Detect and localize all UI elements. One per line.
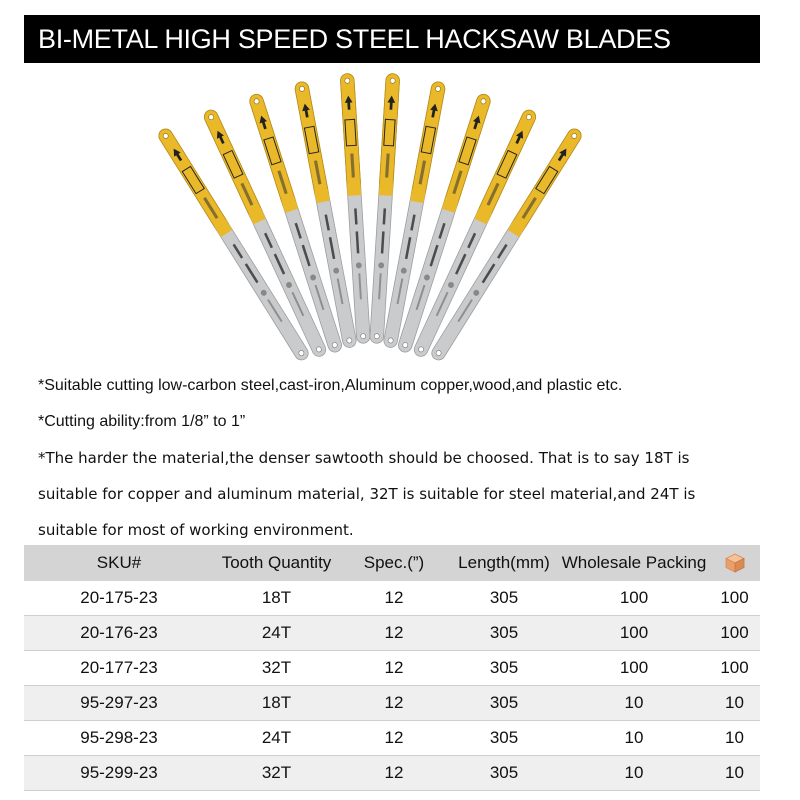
table-cell-sku: 20-177-23 — [24, 651, 214, 686]
note-cutting-ability: *Cutting ability:from 1/8” to 1” — [38, 413, 246, 430]
header-spec: Spec.(”) — [339, 545, 449, 581]
table-cell-wholesale: 10 — [559, 686, 709, 721]
table-cell-wholesale: 10 — [559, 721, 709, 756]
table-cell-length: 305 — [449, 756, 559, 791]
spec-table — [24, 545, 760, 791]
table-cell-length: 305 — [449, 616, 559, 651]
table-cell-tooth: 18T — [214, 686, 339, 721]
table-cell-box: 10 — [709, 686, 760, 721]
table-cell-wholesale: 100 — [559, 651, 709, 686]
table-row — [24, 756, 760, 791]
table-cell-tooth: 32T — [214, 756, 339, 791]
table-cell-sku: 20-176-23 — [24, 616, 214, 651]
table-cell-box: 10 — [709, 756, 760, 791]
header-box-packing — [709, 545, 760, 581]
table-cell-box: 10 — [709, 721, 760, 756]
header-tooth-quantity: Tooth Quantity — [214, 545, 339, 581]
page-title: BI-METAL HIGH SPEED STEEL HACKSAW BLADES — [24, 15, 760, 63]
table-cell-spec: 12 — [339, 756, 449, 791]
table-cell-tooth: 32T — [214, 651, 339, 686]
table-cell-sku: 95-299-23 — [24, 756, 214, 791]
note-materials: *Suitable cutting low-carbon steel,cast-iron,Aluminum copper,wood,and plastic etc. — [38, 377, 623, 394]
table-cell-spec: 12 — [339, 721, 449, 756]
hacksaw-blades-illustration — [140, 62, 600, 362]
table-cell-spec: 12 — [339, 616, 449, 651]
product-image — [140, 62, 600, 362]
table-cell-sku: 20-175-23 — [24, 581, 214, 616]
table-cell-wholesale: 100 — [559, 581, 709, 616]
table-cell-wholesale: 10 — [559, 756, 709, 791]
table-cell-sku: 95-298-23 — [24, 721, 214, 756]
table-body — [24, 581, 760, 791]
table-cell-sku: 95-297-23 — [24, 686, 214, 721]
header-sku: SKU# — [24, 545, 214, 581]
table-cell-box: 100 — [709, 651, 760, 686]
table-cell-box: 100 — [709, 581, 760, 616]
note-sawtooth-3: suitable for most of working environment. — [38, 521, 354, 539]
table-cell-tooth: 18T — [214, 581, 339, 616]
table-cell-length: 305 — [449, 721, 559, 756]
header-wholesale-packing: Wholesale Packing — [559, 545, 709, 581]
table-cell-spec: 12 — [339, 581, 449, 616]
table-cell-tooth: 24T — [214, 616, 339, 651]
table-header-row — [24, 545, 760, 581]
table-cell-tooth: 24T — [214, 721, 339, 756]
table-cell-spec: 12 — [339, 651, 449, 686]
table-cell-length: 305 — [449, 581, 559, 616]
table-cell-box: 100 — [709, 616, 760, 651]
table-row — [24, 616, 760, 651]
table-row — [24, 581, 760, 616]
note-sawtooth-2: suitable for copper and aluminum material, 32T is suitable for steel material,and 24T is — [38, 485, 696, 503]
table-cell-length: 305 — [449, 686, 559, 721]
table-cell-spec: 12 — [339, 686, 449, 721]
table-row — [24, 686, 760, 721]
box-icon — [724, 552, 746, 574]
header-length: Length(mm) — [449, 545, 559, 581]
table-row — [24, 651, 760, 686]
product-notes — [38, 368, 778, 548]
table-cell-wholesale: 100 — [559, 616, 709, 651]
note-sawtooth-1: *The harder the material,the denser sawtooth should be choosed. That is to say 18T is — [38, 449, 690, 467]
table-cell-length: 305 — [449, 651, 559, 686]
table-row — [24, 721, 760, 756]
